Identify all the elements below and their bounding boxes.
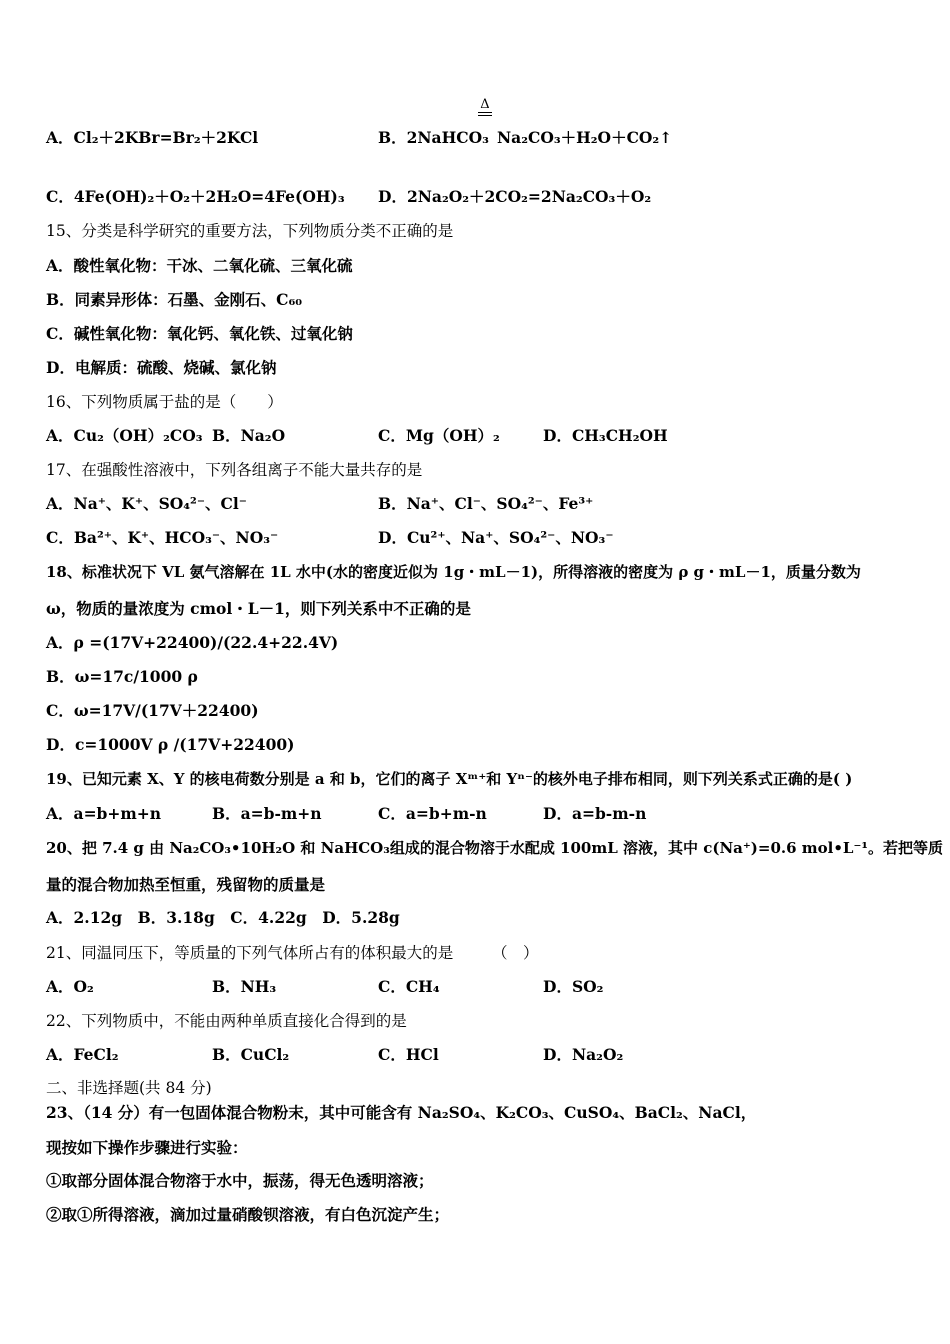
q15-stem: 15、分类是科学研究的重要方法，下列物质分类不正确的是 — [46, 222, 454, 240]
q20-stem-line1: 20、把 7.4 g 由 Na₂CO₃•10H₂O 和 NaHCO₃组成的混合物溶于水配成 100mL 溶液，其中 c(Na⁺)=0.6 mol•L⁻¹。若把等质 — [46, 839, 943, 857]
q17-stem: 17、在强酸性溶液中，下列各组离子不能大量共存的是 — [46, 461, 423, 479]
q18-option-c: C．ω=17V/(17V＋22400) — [46, 701, 259, 720]
q23-step1: ①取部分固体混合物溶于水中，振荡，得无色透明溶液； — [46, 1171, 434, 1190]
q22-stem: 22、下列物质中，不能由两种单质直接化合得到的是 — [46, 1012, 407, 1030]
q19-option-d: D．a=b-m-n — [543, 804, 647, 823]
q22-option-c: C．HCl — [378, 1045, 439, 1064]
heat-symbol — [478, 97, 492, 116]
q22-option-b: B．CuCl₂ — [212, 1045, 290, 1064]
q17-option-b: B．Na⁺、Cl⁻、SO₄²⁻、Fe³⁺ — [378, 494, 594, 513]
q17-option-a: A．Na⁺、K⁺、SO₄²⁻、Cl⁻ — [46, 494, 247, 513]
q21-option-b: B．NH₃ — [212, 977, 277, 996]
q23-line2: 现按如下操作步骤进行实验： — [46, 1138, 248, 1157]
q20-stem-line2: 量的混合物加热至恒重，残留物的质量是 — [46, 875, 326, 894]
q21-stem: 21、同温同压下，等质量的下列气体所占有的体积最大的是 （ ） — [46, 944, 539, 962]
q17-option-d: D．Cu²⁺、Na⁺、SO₄²⁻、NO₃⁻ — [378, 528, 614, 547]
q20-options: A．2.12g B．3.18g C．4.22g D．5.28g — [46, 908, 400, 927]
q19-option-a: A．a=b+m+n — [46, 804, 162, 823]
q16-option-c: C．Mg（OH）₂ — [378, 426, 500, 445]
q16-option-a: A．Cu₂（OH）₂CO₃ — [46, 426, 203, 445]
q18-option-d: D．c=1000V ρ /(17V+22400) — [46, 735, 295, 754]
q16-option-d: D．CH₃CH₂OH — [543, 426, 668, 445]
q19-stem: 19、已知元素 X、Y 的核电荷数分别是 a 和 b，它们的离子 Xᵐ⁺和 Yⁿ⁻的核外电子排布相同，则下列关系式正确的是( ) — [46, 770, 853, 788]
section-heading: 二、非选择题(共 84 分) — [46, 1079, 212, 1097]
q14-option-a: A．Cl₂＋2KBr=Br₂＋2KCl — [46, 128, 259, 147]
q22-option-a: A．FeCl₂ — [46, 1045, 119, 1064]
q14-option-b-right: Na₂CO₃＋H₂O＋CO₂↑ — [497, 128, 673, 147]
q22-option-d: D．Na₂O₂ — [543, 1045, 624, 1064]
q18-stem-line2: ω，物质的量浓度为 cmol・L－1，则下列关系中不正确的是 — [46, 599, 471, 618]
q14-option-d: D．2Na₂O₂＋2CO₂=2Na₂CO₃＋O₂ — [378, 187, 652, 206]
q23-step2: ②取①所得溶液，滴加过量硝酸钡溶液，有白色沉淀产生； — [46, 1205, 450, 1224]
q18-option-b: B．ω=17c/1000 ρ — [46, 667, 198, 686]
q14-option-b-left: B．2NaHCO₃ — [378, 128, 489, 147]
q16-stem: 16、下列物质属于盐的是（ ） — [46, 393, 283, 411]
q15-option-b: B．同素异形体：石墨、金刚石、C₆₀ — [46, 290, 303, 309]
q18-stem-line1: 18、标准状况下 VL 氨气溶解在 1L 水中(水的密度近似为 1g・mL－1)，所得溶液的密度为 ρ g・mL－1，质量分数为 — [46, 563, 861, 581]
q19-option-b: B．a=b-m+n — [212, 804, 322, 823]
q21-option-a: A．O₂ — [46, 977, 94, 996]
q18-option-a: A．ρ =(17V+22400)/(22.4+22.4V) — [46, 633, 339, 652]
q14-option-c: C．4Fe(OH)₂＋O₂＋2H₂O=4Fe(OH)₃ — [46, 187, 345, 206]
q19-option-c: C．a=b+m-n — [378, 804, 487, 823]
q23-stem: 23、（14 分）有一包固体混合物粉末，其中可能含有 Na₂SO₄、K₂CO₃、CuSO₄、BaCl₂、NaCl， — [46, 1103, 757, 1122]
q15-option-d: D．电解质：硫酸、烧碱、氯化钠 — [46, 358, 277, 377]
q16-option-b: B．Na₂O — [212, 426, 286, 445]
q21-option-c: C．CH₄ — [378, 977, 440, 996]
q15-option-c: C．碱性氧化物：氧化钙、氧化铁、过氧化钠 — [46, 324, 353, 343]
q17-option-c: C．Ba²⁺、K⁺、HCO₃⁻、NO₃⁻ — [46, 528, 279, 547]
q21-option-d: D．SO₂ — [543, 977, 604, 996]
q15-option-a: A．酸性氧化物：干冰、二氧化硫、三氧化硫 — [46, 256, 353, 275]
delta-icon: Δ — [480, 97, 490, 112]
